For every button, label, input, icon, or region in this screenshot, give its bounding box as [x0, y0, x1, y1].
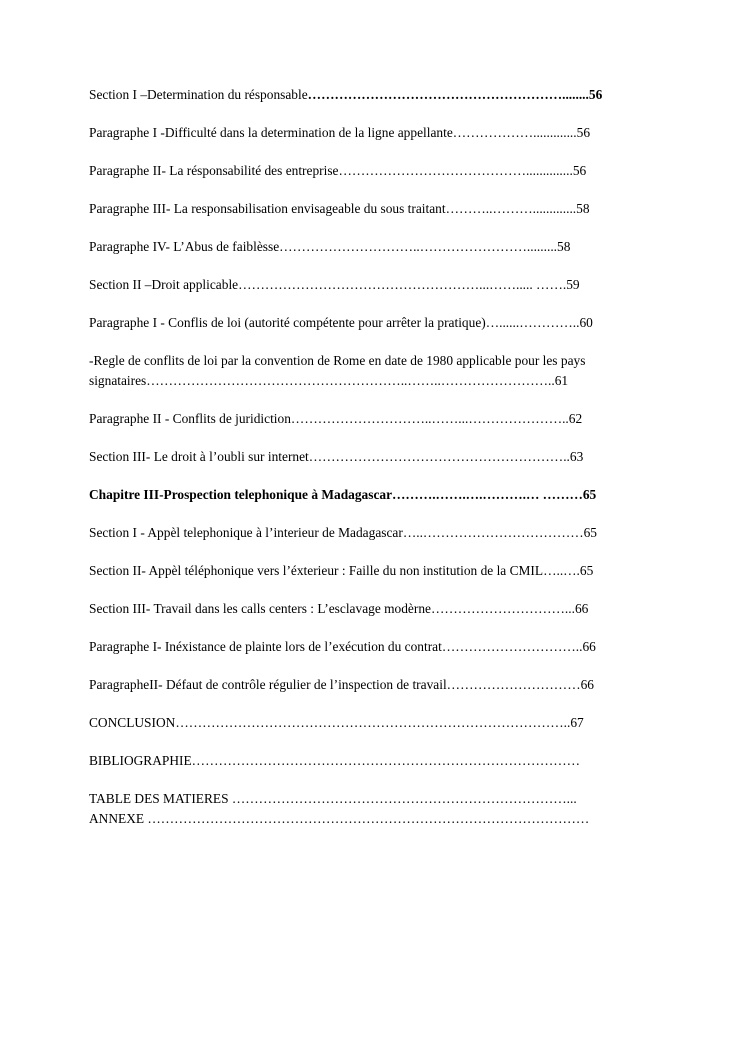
toc-entry-leader: …………………………………………………..……..……………………..	[146, 373, 555, 388]
toc-entry-paragraphe-3	[89, 200, 655, 218]
toc-entry-leader: …………………………………………………..	[308, 449, 570, 464]
toc-entry-section-2-appel	[89, 562, 655, 580]
toc-entry-page: 62	[568, 411, 583, 426]
toc-entry-leader: ……………………………………………………………………………..	[175, 715, 571, 730]
toc-entry-page: 65	[582, 487, 597, 502]
toc-entry-paragraphe-1-plainte	[89, 638, 655, 656]
toc-entry-page: 56	[576, 125, 591, 140]
toc-entry-leader: ………..……….............	[445, 201, 577, 216]
toc-entry-title: Section II –Droit applicable	[89, 277, 239, 292]
toc-entry-title: Paragraphe II - Conflits de juridiction	[89, 411, 291, 426]
toc-entry-paragraphe-2	[89, 162, 655, 180]
toc-entry-leader: …………………………..…………………….........	[279, 239, 558, 254]
toc-entry-leader: ……………………………………..............	[338, 163, 573, 178]
toc-entry-page: 66	[582, 639, 596, 654]
toc-entry-page: 61	[554, 373, 569, 388]
toc-entry-leader: …………………………………………………………………...	[231, 791, 577, 806]
toc-entry-title: Section I –Determination du résponsable	[89, 87, 308, 102]
toc-entry-page: 67	[570, 715, 584, 730]
toc-entry-leader: …………………………	[446, 677, 581, 692]
toc-entry-title: Paragraphe IV- L’Abus de faiblèsse	[89, 239, 280, 254]
toc-entry-title: ANNEXE	[89, 811, 148, 826]
toc-entry-page: 63	[569, 449, 584, 464]
toc-entry-paragraphe-2-controle	[89, 676, 655, 694]
toc-entry-page: 58	[576, 201, 590, 216]
toc-entry-leader: ………………………………………………...……..... …….	[238, 277, 567, 292]
toc-entry-leader: …..….	[543, 563, 580, 578]
toc-entry-title: signataires	[89, 373, 147, 388]
toc-entry-page: 66	[580, 677, 594, 692]
toc-entry-section-3	[89, 448, 655, 466]
toc-entry-title: Chapitre III-Prospection telephonique à Madagascar	[89, 487, 393, 502]
toc-entry-page: 65	[583, 525, 597, 540]
toc-entry-leader: …………………………...	[430, 601, 575, 616]
toc-entry-conclusion	[89, 714, 655, 732]
toc-entry-title: Section III- Travail dans les calls centers : L’esclavage modèrne	[89, 601, 431, 616]
toc-entry-annexe	[89, 810, 655, 828]
toc-entry-page: 56	[572, 163, 587, 178]
toc-entry-chapitre-3	[89, 486, 655, 504]
toc-entry-leader: …………………………………………………........	[307, 87, 589, 102]
toc-entry-page: 59	[566, 277, 580, 292]
toc-entry-title: Section I - Appèl telephonique à l’interieur de Madagascar	[89, 525, 403, 540]
toc-entry-title: CONCLUSION	[89, 715, 176, 730]
toc-entry-title: Paragraphe II- La résponsabilité des entreprise	[89, 163, 339, 178]
toc-entry-regle-line-1	[89, 352, 655, 370]
toc-entry-leader: …......…………..	[485, 315, 580, 330]
toc-entry-title: TABLE DES MATIERES	[89, 791, 232, 806]
toc-entry-title: Paragraphe I - Conflis de loi (autorité compétente pour arrêter la pratique)	[89, 315, 486, 330]
toc-entry-leader: …..………………………………	[402, 525, 584, 540]
toc-entry-title: Section III- Le droit à l’oubli sur internet	[89, 449, 309, 464]
toc-entry-title: Paragraphe I- Inéxistance de plainte lors de l’exécution du contrat	[89, 639, 442, 654]
toc-entry-title: BIBLIOGRAPHIE	[89, 753, 192, 768]
toc-entry-page: 66	[574, 601, 589, 616]
toc-entry-page: 58	[557, 239, 571, 254]
toc-entry-bibliographie	[89, 752, 655, 770]
toc-entry-paragraphe-2-juridiction	[89, 410, 655, 428]
toc-entry-table-des-matieres	[89, 790, 655, 808]
toc-entry-paragraphe-1-conflits	[89, 314, 655, 332]
toc-entry-leader: ……………………………………………………………………………	[191, 753, 580, 768]
table-of-contents	[89, 86, 655, 828]
toc-entry-title: ParagrapheII- Défaut de contrôle régulier de l’inspection de travail	[89, 677, 447, 692]
toc-entry-regle-line-2	[89, 372, 655, 390]
toc-entry-section-3-travail	[89, 600, 655, 618]
toc-entry-leader: ……………….............	[452, 125, 577, 140]
toc-entry-title: Paragraphe III- La responsabilisation envisageable du sous traitant	[89, 201, 446, 216]
toc-entry-page: 60	[579, 315, 593, 330]
toc-entry-paragraphe-1	[89, 124, 655, 142]
toc-entry-section-1-appel	[89, 524, 655, 542]
toc-entry-title: Section II- Appèl téléphonique vers l’éxterieur : Faille du non institution de la CMIL	[89, 563, 544, 578]
toc-entry-page: 65	[579, 563, 594, 578]
toc-entry-leader: ……….…….….……….… ………	[392, 487, 583, 502]
toc-entry-section-1	[89, 86, 655, 104]
toc-entry-leader: …………………………..……...…………………..	[290, 411, 569, 426]
toc-entry-leader: ………………………………………………………………………………………	[147, 811, 590, 826]
toc-entry-paragraphe-4	[89, 238, 655, 256]
toc-entry-leader: …………………………..	[441, 639, 583, 654]
toc-entry-section-2	[89, 276, 655, 294]
toc-entry-page: 56	[588, 87, 603, 102]
toc-entry-title: -Regle de conflits de loi par la convention de Rome en date de 1980 applicable pour les pays	[89, 353, 586, 368]
toc-entry-title: Paragraphe I -Difficulté dans la determination de la ligne appellante	[89, 125, 453, 140]
